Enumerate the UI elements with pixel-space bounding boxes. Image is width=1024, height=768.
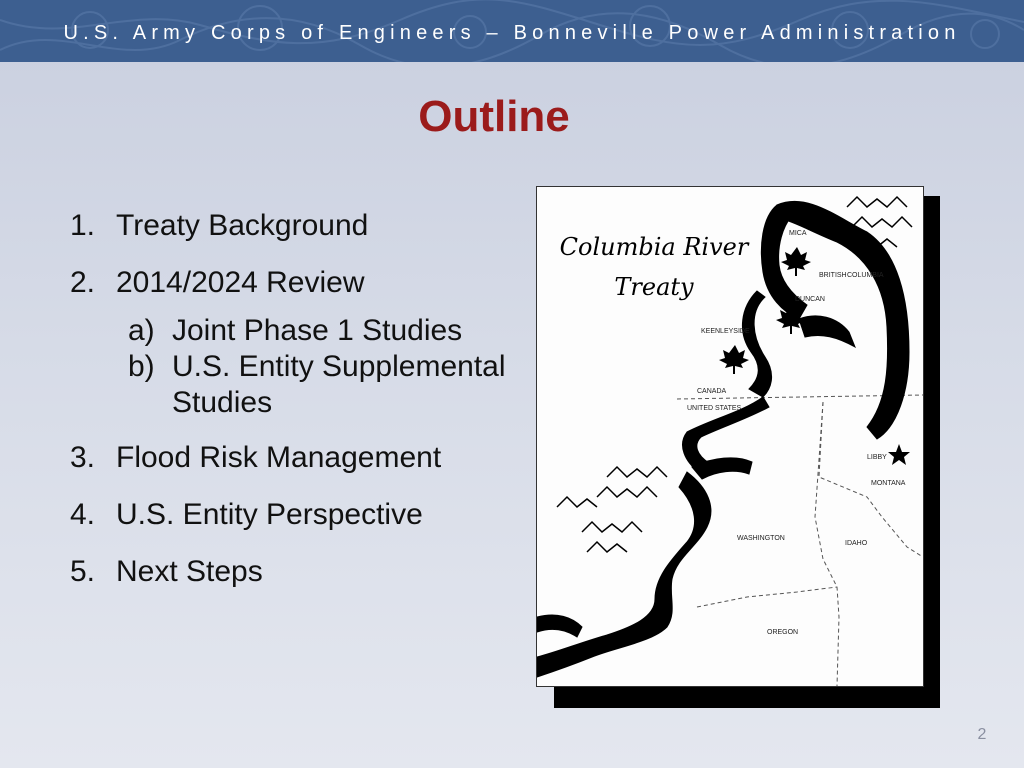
label-mica: MICA <box>789 230 807 237</box>
label-british: BRITISH <box>819 272 847 279</box>
label-canada: CANADA <box>697 388 727 395</box>
map-title-line1: Columbia River <box>559 233 749 261</box>
list-item-number: 4. <box>70 498 96 531</box>
header-banner <box>0 0 1024 62</box>
label-united-states: UNITED STATES <box>687 405 742 412</box>
map-title-line2: Treaty <box>614 273 694 301</box>
sub-list-item-label: Joint Phase 1 Studies <box>172 314 463 347</box>
list-item-label: 2014/2024 Review <box>116 266 365 299</box>
list-item-number: 1. <box>70 209 96 242</box>
list-item-number: 5. <box>70 555 96 588</box>
washington-idaho-border <box>815 402 839 686</box>
columbia-river-map <box>536 186 924 687</box>
label-oregon: OREGON <box>767 629 799 636</box>
map-title <box>559 227 749 307</box>
banner-text: U.S. Army Corps of Engineers – Bonneville Power Administration <box>63 22 961 44</box>
list-item <box>70 554 510 590</box>
list-item <box>70 497 510 533</box>
sub-list <box>128 313 510 421</box>
list-item-label: Treaty Background <box>116 209 369 242</box>
list-item <box>70 265 510 301</box>
label-idaho: IDAHO <box>845 540 868 547</box>
label-washington: WASHINGTON <box>737 535 785 542</box>
label-montana: MONTANA <box>871 480 906 487</box>
sub-list-item <box>128 349 510 421</box>
outline-list <box>70 208 510 611</box>
list-item-number: 2. <box>70 266 96 299</box>
sub-list-item-letter: a) <box>128 314 155 347</box>
list-item <box>70 440 510 476</box>
slide-title: Outline <box>418 92 570 141</box>
list-item-label: Next Steps <box>116 555 263 588</box>
washington-oregon-border <box>697 587 837 607</box>
label-columbia: COLUMBIA <box>847 272 884 279</box>
list-item-label: U.S. Entity Perspective <box>116 498 423 531</box>
label-keenleyside: KEENLEYSIDE <box>701 328 750 335</box>
list-item-label: Flood Risk Management <box>116 441 442 474</box>
list-item <box>70 208 510 244</box>
label-libby: LIBBY <box>867 454 887 461</box>
sub-list-item <box>128 313 510 349</box>
sub-list-item-letter: b) <box>128 350 155 383</box>
sub-list-item-label: U.S. Entity Supplemental Studies <box>172 350 506 419</box>
star-icon <box>888 444 910 465</box>
label-duncan: DUNCAN <box>795 296 825 303</box>
page-number: 2 <box>977 726 987 743</box>
list-item-number: 3. <box>70 441 96 474</box>
